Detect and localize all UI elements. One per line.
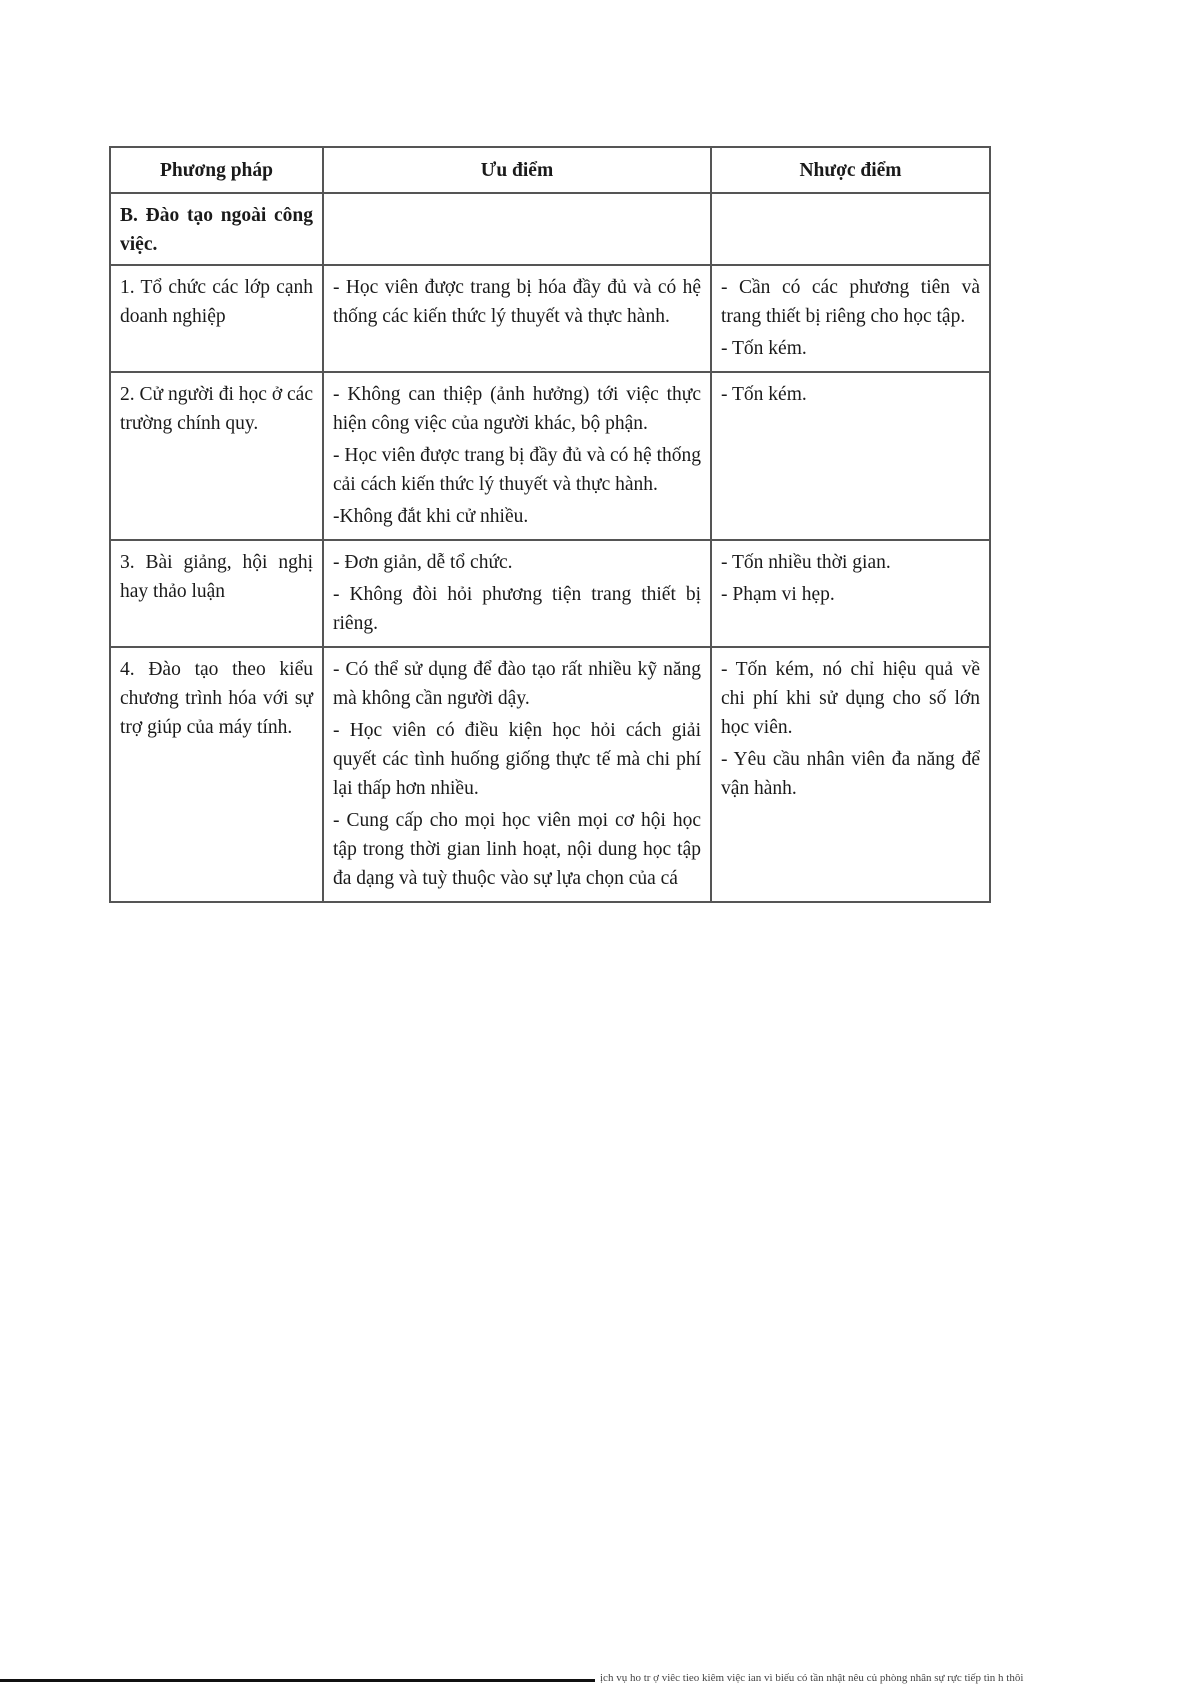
- table-row: [110, 540, 990, 647]
- table-row: [110, 647, 990, 902]
- table-row: [110, 372, 990, 540]
- pros-cell: [323, 372, 711, 540]
- table-crop: [101, 138, 1002, 993]
- header-method: Phương pháp: [110, 147, 323, 193]
- table-row: [110, 265, 990, 372]
- bottom-rule: [0, 1679, 595, 1682]
- header-pros: Ưu điểm: [323, 147, 711, 193]
- comparison-table: [109, 146, 991, 903]
- section-label: B. Đào tạo ngoài công việc.: [110, 193, 323, 265]
- cons-item: - Tốn kém.: [721, 338, 807, 359]
- method-cell: 3. Bài giảng, hội nghị hay thảo luận: [110, 540, 323, 647]
- cons-cell: [711, 265, 990, 372]
- method-cell: 4. Đào tạo theo kiểu chương trình hóa với sự trợ giúp của máy tính.: [110, 647, 323, 902]
- pros-item: - Cung cấp cho mọi học viên mọi cơ hội học tập trong thời gian linh hoạt, nội dung học tập đa dạng và tuỳ thuộc vào sự lựa chọn của cá: [333, 810, 701, 889]
- pros-cell: [323, 540, 711, 647]
- pros-item: - Học viên được trang bị hóa đầy đủ và có hệ thống các kiến thức lý thuyết và thực hành.: [333, 277, 701, 327]
- cons-item: - Cần có các phương tiên và trang thiết bị riêng cho học tập.: [721, 277, 980, 327]
- cons-item: - Phạm vi hẹp.: [721, 584, 835, 605]
- empty-cell: [711, 193, 990, 265]
- pros-item: - Không can thiệp (ảnh hưởng) tới việc thực hiện công việc của người khác, bộ phận.: [333, 384, 701, 434]
- cons-cell: [711, 540, 990, 647]
- cons-item: - Tốn nhiều thời gian.: [721, 552, 891, 573]
- header-row: [110, 147, 990, 193]
- cons-item: - Yêu cầu nhân viên đa năng để vận hành.: [721, 749, 980, 799]
- pros-cell: [323, 647, 711, 902]
- section-row: [110, 193, 990, 265]
- pros-item: - Có thể sử dụng để đào tạo rất nhiều kỹ năng mà không cần người dậy.: [333, 659, 701, 709]
- pros-item: - Học viên được trang bị đầy đủ và có hệ thống cải cách kiến thức lý thuyết và thực hành.: [333, 445, 701, 495]
- cons-item: - Tốn kém, nó chỉ hiệu quả về chi phí khi sử dụng cho số lớn học viên.: [721, 659, 980, 738]
- cropped-footer-text: ịch vụ ho tr ợ viêc tieo kiêm việc ian vì biếu có tần nhật nêu củ phòng nhân sự rực tiếp tìn h thôi: [600, 1672, 1024, 1684]
- cons-cell: [711, 372, 990, 540]
- pros-item: - Không đòi hỏi phương tiện trang thiết bị riêng.: [333, 584, 701, 634]
- cons-cell: [711, 647, 990, 902]
- empty-cell: [323, 193, 711, 265]
- method-cell: 2. Cử người đi học ở các trường chính quy.: [110, 372, 323, 540]
- pros-item: - Đơn giản, dễ tổ chức.: [333, 552, 513, 573]
- cons-item: - Tốn kém.: [721, 384, 807, 405]
- method-cell: 1. Tổ chức các lớp cạnh doanh nghiệp: [110, 265, 323, 372]
- pros-cell: [323, 265, 711, 372]
- header-cons: Nhược điểm: [711, 147, 990, 193]
- pros-item: -Không đắt khi cử nhiều.: [333, 506, 529, 527]
- pros-item: - Học viên có điều kiện học hỏi cách giải quyết các tình huống giống thực tế mà chi phí lại thấp hơn nhiều.: [333, 720, 701, 799]
